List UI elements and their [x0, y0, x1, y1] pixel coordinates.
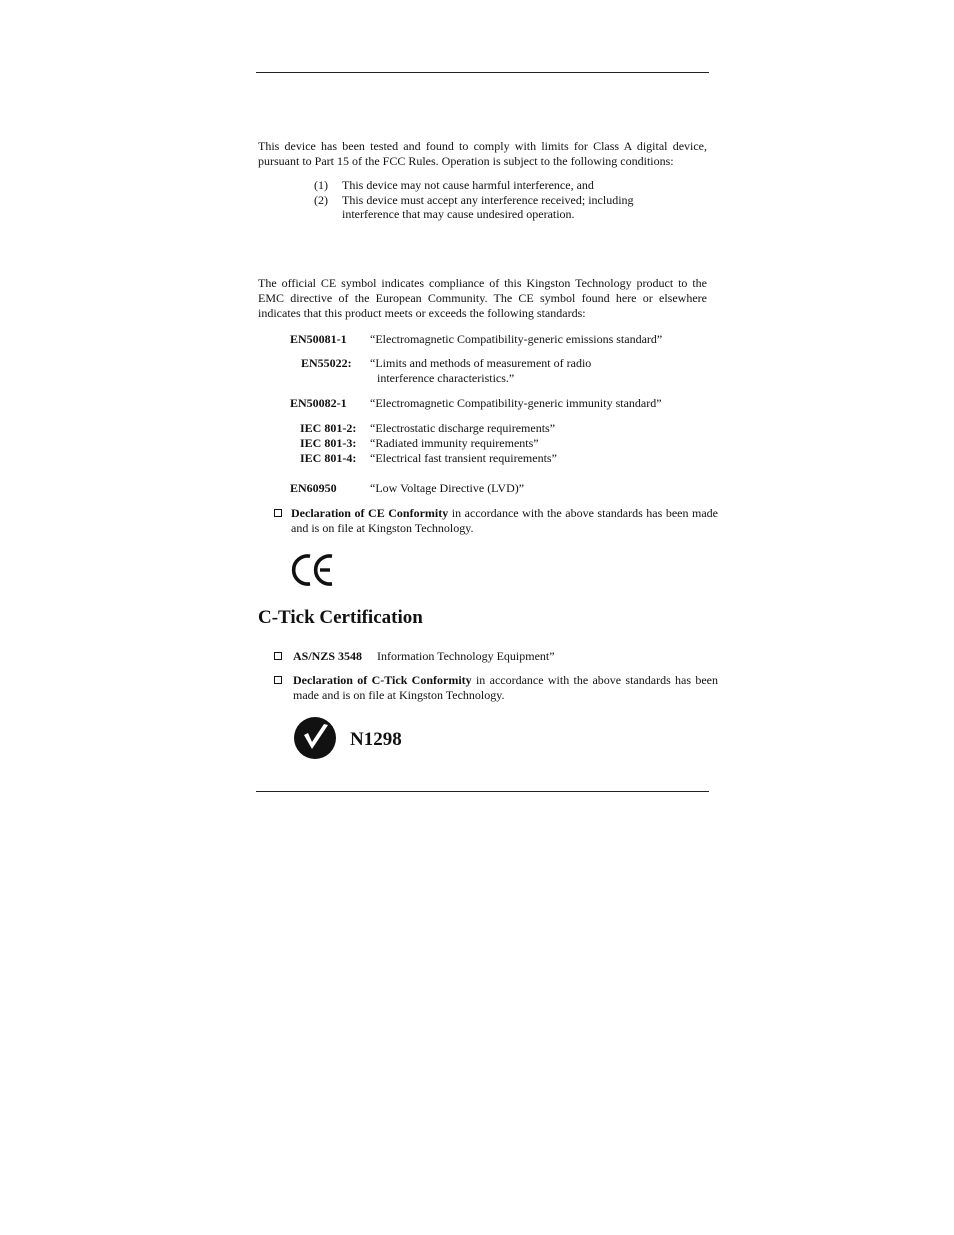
ctick-declaration-text: in accordance with the above standards has been made and is on file at Kingston Technology.	[293, 673, 719, 702]
standard-code: EN55022:	[301, 356, 352, 370]
fcc-condition-1-text: This device may not cause harmful interference, and	[342, 178, 594, 192]
standard-code: IEC 801-4:	[300, 451, 357, 465]
standard-desc: “Electromagnetic Compatibility-generic immunity standard”	[370, 396, 662, 410]
standard-desc: “Electrostatic discharge requirements”	[370, 421, 556, 435]
ce-mark-icon	[291, 552, 339, 588]
top-rule	[256, 72, 709, 73]
ce-intro: The official CE symbol indicates compliance of this Kingston Technology product to the EMC directive of the European Community. The CE symbol found here or elsewhere indicates that this product meets or exceeds the following standards:	[258, 276, 707, 320]
fcc-intro: This device has been tested and found to comply with limits for Class A digital device, pursuant to Part 15 of the FCC Rules. Operation is subject to the following conditions:	[258, 139, 707, 168]
ce-declaration	[291, 506, 718, 536]
standard-desc: “Electrical fast transient requirements”	[370, 451, 557, 465]
standard-desc: “Low Voltage Directive (LVD)”	[370, 481, 525, 495]
fcc-condition-1-num: (1)	[314, 178, 328, 192]
standard-code: EN60950	[290, 481, 337, 495]
standard-code: IEC 801-3:	[300, 436, 357, 450]
c-tick-logo-icon	[293, 716, 337, 760]
fcc-condition-2-text-cont: interference that may cause undesired operation.	[342, 207, 575, 221]
standard-desc: “Electromagnetic Compatibility-generic emissions standard”	[370, 332, 663, 346]
ctick-heading: C-Tick Certification	[258, 607, 423, 628]
fcc-condition-2-num: (2)	[314, 193, 328, 207]
ctick-standard-desc: Information Technology Equipment”	[377, 649, 555, 663]
ctick-declaration-title: Declaration of C-Tick Conformity	[293, 673, 472, 687]
standard-desc-cont: interference characteristics.”	[377, 371, 515, 385]
ctick-number: N1298	[350, 729, 402, 750]
ce-declaration-text: in accordance with the above standards has been made and is on file at Kingston Technology.	[291, 506, 719, 535]
ctick-declaration	[293, 673, 718, 703]
bottom-rule	[256, 791, 709, 792]
standard-code: IEC 801-2:	[300, 421, 357, 435]
fcc-condition-2-text: This device must accept any interference received; including	[342, 193, 634, 207]
standard-code: EN50082-1	[290, 396, 347, 410]
ce-declaration-title: Declaration of CE Conformity	[291, 506, 449, 520]
standard-desc: “Limits and methods of measurement of radio	[370, 356, 592, 370]
standard-desc: “Radiated immunity requirements”	[370, 436, 539, 450]
ctick-standard-checkbox	[274, 652, 282, 660]
ctick-standard-code: AS/NZS 3548	[293, 649, 363, 663]
standard-code: EN50081-1	[290, 332, 347, 346]
ce-declaration-checkbox	[274, 509, 282, 517]
ctick-declaration-checkbox	[274, 676, 282, 684]
